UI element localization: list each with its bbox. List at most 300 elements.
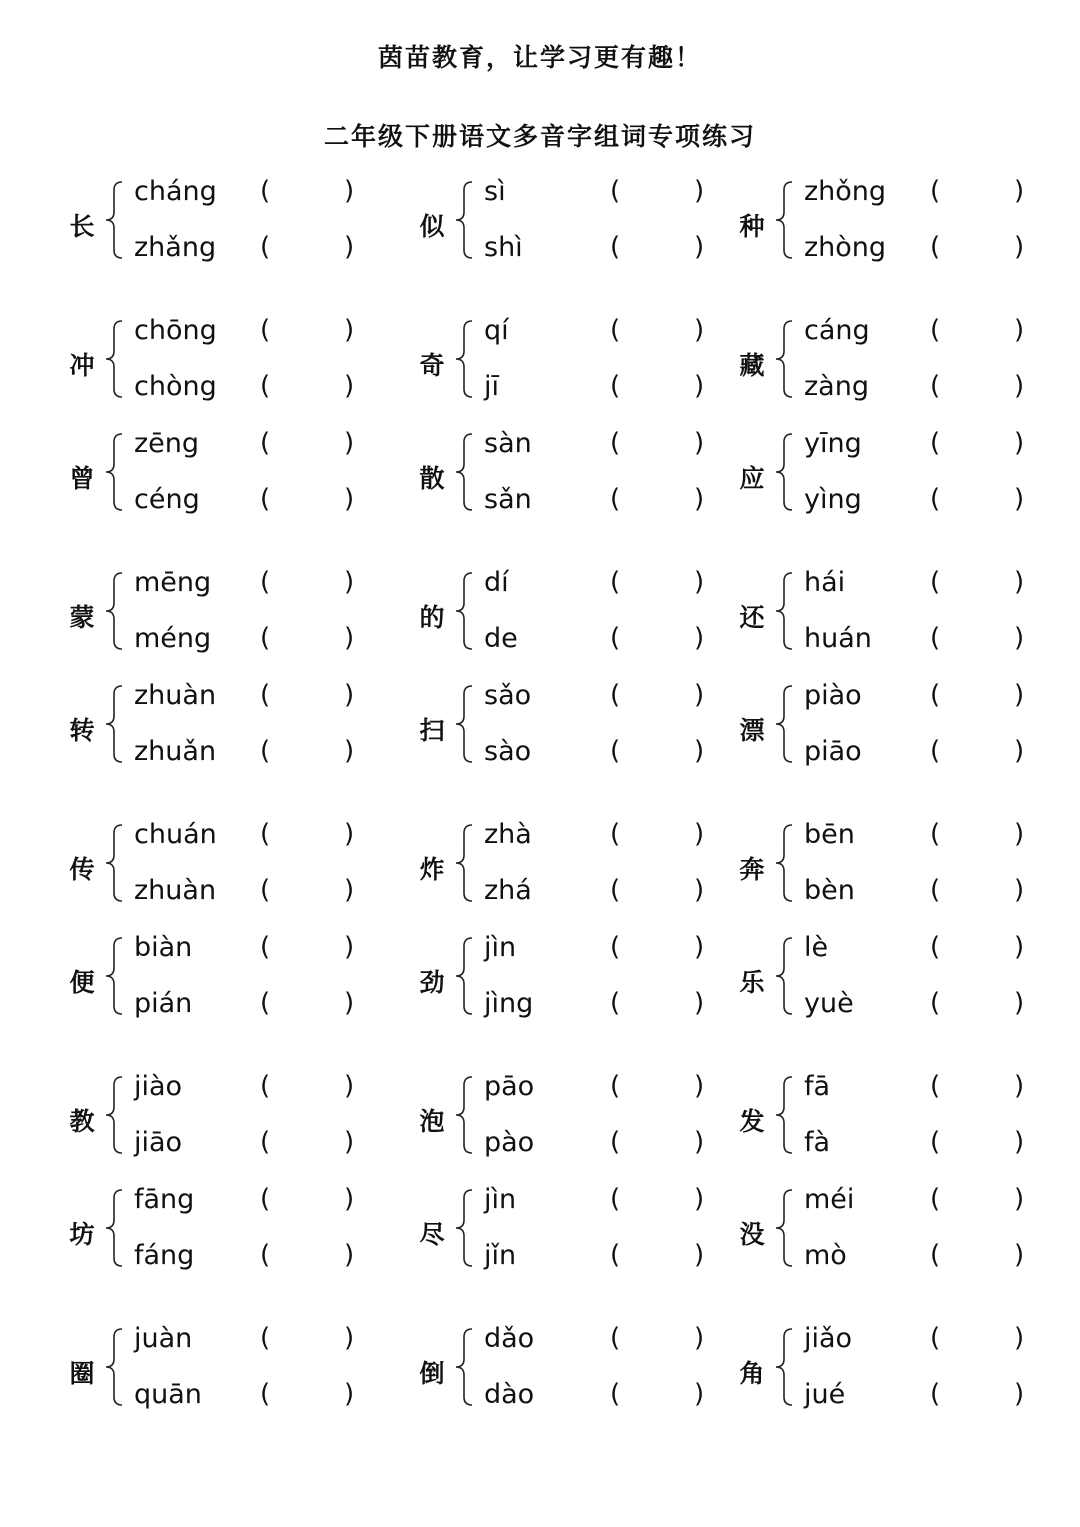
answer-blank[interactable]	[629, 1240, 689, 1272]
polyphone-entry	[414, 311, 754, 423]
answer-blank[interactable]	[949, 484, 1009, 516]
open-paren: (	[930, 680, 941, 710]
open-paren: (	[930, 1184, 941, 1214]
reading-line	[804, 480, 1074, 520]
pinyin-label: sǎo	[484, 680, 532, 711]
close-paren: )	[694, 1240, 705, 1270]
answer-blank[interactable]	[949, 232, 1009, 264]
close-paren: )	[1014, 819, 1025, 849]
curly-brace-icon	[102, 1188, 126, 1268]
answer-blank[interactable]	[949, 371, 1009, 403]
pinyin-label: pián	[134, 988, 193, 1019]
answer-blank[interactable]	[279, 736, 339, 768]
pinyin-label: biàn	[134, 932, 193, 963]
answer-blank[interactable]	[629, 315, 689, 347]
close-paren: )	[694, 623, 705, 653]
answer-blank[interactable]	[629, 932, 689, 964]
pinyin-label: méng	[134, 623, 212, 654]
answer-blank[interactable]	[279, 680, 339, 712]
answer-blank[interactable]	[629, 1379, 689, 1411]
reading-line	[134, 563, 404, 603]
polyphone-entry	[734, 1180, 1074, 1292]
open-paren: (	[930, 567, 941, 597]
open-paren: (	[930, 988, 941, 1018]
polyphone-entry	[64, 172, 404, 284]
open-paren: (	[610, 315, 621, 345]
open-paren: (	[260, 428, 271, 458]
pinyin-label: hái	[804, 567, 846, 598]
answer-blank[interactable]	[629, 1071, 689, 1103]
pinyin-label: dǎo	[484, 1323, 535, 1354]
polyphone-entry	[64, 1180, 404, 1292]
polyphone-entry	[414, 1180, 754, 1292]
answer-blank[interactable]	[629, 567, 689, 599]
close-paren: )	[1014, 1379, 1025, 1409]
close-paren: )	[344, 428, 355, 458]
close-paren: )	[344, 988, 355, 1018]
pinyin-label: zhá	[484, 875, 532, 906]
close-paren: )	[344, 623, 355, 653]
open-paren: (	[260, 680, 271, 710]
reading-line	[484, 1236, 754, 1276]
pinyin-label: juàn	[134, 1323, 193, 1354]
pinyin-label: céng	[134, 484, 200, 515]
polyphone-character: 劲	[419, 968, 445, 997]
answer-blank[interactable]	[629, 623, 689, 655]
pinyin-label: pào	[484, 1127, 535, 1158]
open-paren: (	[260, 1379, 271, 1409]
reading-line	[484, 480, 754, 520]
polyphone-entry	[64, 676, 404, 788]
open-paren: (	[610, 1323, 621, 1353]
reading-line	[134, 619, 404, 659]
open-paren: (	[930, 932, 941, 962]
curly-brace-icon	[452, 1188, 476, 1268]
pinyin-label: sǎn	[484, 484, 532, 515]
pinyin-label: quān	[134, 1379, 202, 1410]
pinyin-label: fā	[804, 1071, 831, 1102]
polyphone-character: 奔	[739, 855, 765, 884]
reading-line	[134, 424, 404, 464]
close-paren: )	[694, 1127, 705, 1157]
pinyin-label: zàng	[804, 371, 869, 402]
open-paren: (	[610, 1071, 621, 1101]
pinyin-label: shì	[484, 232, 523, 263]
answer-blank[interactable]	[279, 232, 339, 264]
reading-line	[484, 984, 754, 1024]
answer-blank[interactable]	[949, 1240, 1009, 1272]
answer-blank[interactable]	[949, 1379, 1009, 1411]
reading-line	[484, 228, 754, 268]
answer-blank[interactable]	[279, 932, 339, 964]
curly-brace-icon	[772, 432, 796, 512]
open-paren: (	[610, 428, 621, 458]
polyphone-entry	[734, 311, 1074, 423]
curly-brace-icon	[452, 1075, 476, 1155]
reading-line	[804, 1319, 1074, 1359]
pinyin-label: zhuàn	[134, 680, 217, 711]
close-paren: )	[694, 371, 705, 401]
close-paren: )	[694, 1071, 705, 1101]
close-paren: )	[1014, 680, 1025, 710]
pinyin-label: méi	[804, 1184, 855, 1215]
reading-line	[484, 732, 754, 772]
curly-brace-icon	[772, 1075, 796, 1155]
curly-brace-icon	[772, 571, 796, 651]
answer-blank[interactable]	[949, 1071, 1009, 1103]
pinyin-label: yīng	[804, 428, 862, 459]
close-paren: )	[344, 232, 355, 262]
open-paren: (	[610, 176, 621, 206]
reading-line	[804, 984, 1074, 1024]
polyphone-character: 乐	[739, 968, 765, 997]
pinyin-label: chōng	[134, 315, 217, 346]
close-paren: )	[694, 819, 705, 849]
reading-line	[484, 619, 754, 659]
open-paren: (	[260, 1071, 271, 1101]
polyphone-entry	[414, 676, 754, 788]
reading-line	[484, 172, 754, 212]
open-paren: (	[610, 736, 621, 766]
pinyin-label: pāo	[484, 1071, 535, 1102]
pinyin-label: dí	[484, 567, 509, 598]
pinyin-label: sì	[484, 176, 506, 207]
close-paren: )	[694, 232, 705, 262]
open-paren: (	[260, 875, 271, 905]
pinyin-label: zhǒng	[804, 176, 887, 207]
close-paren: )	[1014, 988, 1025, 1018]
open-paren: (	[260, 988, 271, 1018]
pinyin-label: jiāo	[134, 1127, 183, 1158]
pinyin-label: jī	[484, 371, 500, 402]
close-paren: )	[694, 1323, 705, 1353]
polyphone-entry	[734, 563, 1074, 675]
answer-blank[interactable]	[629, 875, 689, 907]
answer-blank[interactable]	[629, 428, 689, 460]
reading-line	[804, 424, 1074, 464]
answer-blank[interactable]	[279, 1240, 339, 1272]
reading-line	[484, 424, 754, 464]
reading-line	[804, 619, 1074, 659]
answer-blank[interactable]	[949, 988, 1009, 1020]
open-paren: (	[610, 1184, 621, 1214]
answer-blank[interactable]	[279, 567, 339, 599]
open-paren: (	[930, 1071, 941, 1101]
answer-blank[interactable]	[949, 736, 1009, 768]
open-paren: (	[610, 1240, 621, 1270]
curly-brace-icon	[772, 180, 796, 260]
pinyin-label: jǐn	[484, 1240, 517, 1271]
answer-blank[interactable]	[629, 1323, 689, 1355]
reading-line	[804, 1180, 1074, 1220]
polyphone-character: 转	[69, 716, 95, 745]
polyphone-entry	[734, 1067, 1074, 1179]
answer-blank[interactable]	[949, 1184, 1009, 1216]
close-paren: )	[694, 1184, 705, 1214]
open-paren: (	[260, 819, 271, 849]
close-paren: )	[1014, 567, 1025, 597]
open-paren: (	[260, 484, 271, 514]
reading-line	[804, 871, 1074, 911]
polyphone-character: 奇	[419, 351, 445, 380]
polyphone-character: 的	[419, 603, 445, 632]
answer-blank[interactable]	[279, 484, 339, 516]
answer-blank[interactable]	[949, 176, 1009, 208]
answer-blank[interactable]	[279, 428, 339, 460]
pinyin-label: bēn	[804, 819, 855, 850]
polyphone-character: 漂	[739, 716, 765, 745]
reading-line	[804, 1375, 1074, 1415]
open-paren: (	[260, 1184, 271, 1214]
close-paren: )	[1014, 315, 1025, 345]
close-paren: )	[344, 736, 355, 766]
answer-blank[interactable]	[629, 1127, 689, 1159]
close-paren: )	[344, 680, 355, 710]
answer-blank[interactable]	[949, 428, 1009, 460]
polyphone-entry	[734, 172, 1074, 284]
answer-blank[interactable]	[629, 1184, 689, 1216]
pinyin-label: bèn	[804, 875, 855, 906]
close-paren: )	[344, 932, 355, 962]
open-paren: (	[930, 623, 941, 653]
pinyin-label: chòng	[134, 371, 217, 402]
polyphone-entry	[64, 563, 404, 675]
polyphone-character: 没	[739, 1220, 765, 1249]
close-paren: )	[344, 484, 355, 514]
open-paren: (	[930, 875, 941, 905]
polyphone-character: 曾	[69, 464, 95, 493]
answer-blank[interactable]	[279, 875, 339, 907]
close-paren: )	[344, 1127, 355, 1157]
pinyin-label: piào	[804, 680, 862, 711]
close-paren: )	[1014, 1127, 1025, 1157]
pinyin-label: de	[484, 623, 518, 654]
close-paren: )	[1014, 176, 1025, 206]
answer-blank[interactable]	[949, 875, 1009, 907]
polyphone-entry	[64, 928, 404, 1040]
polyphone-entry	[64, 1319, 404, 1431]
answer-blank[interactable]	[629, 232, 689, 264]
answer-blank[interactable]	[949, 819, 1009, 851]
polyphone-entry	[734, 815, 1074, 927]
open-paren: (	[260, 623, 271, 653]
curly-brace-icon	[102, 1075, 126, 1155]
pinyin-label: zhuǎn	[134, 736, 217, 767]
close-paren: )	[1014, 1240, 1025, 1270]
polyphone-character: 圈	[69, 1359, 95, 1388]
open-paren: (	[610, 1379, 621, 1409]
pinyin-label: mēng	[134, 567, 212, 598]
pinyin-label: zēng	[134, 428, 200, 459]
open-paren: (	[610, 680, 621, 710]
pinyin-label: jiào	[134, 1071, 183, 1102]
answer-blank[interactable]	[279, 623, 339, 655]
answer-blank[interactable]	[629, 736, 689, 768]
curly-brace-icon	[452, 1327, 476, 1407]
open-paren: (	[610, 232, 621, 262]
reading-line	[134, 676, 404, 716]
reading-line	[484, 563, 754, 603]
polyphone-entry	[414, 563, 754, 675]
curly-brace-icon	[102, 319, 126, 399]
answer-blank[interactable]	[949, 567, 1009, 599]
polyphone-character: 应	[739, 464, 765, 493]
curly-brace-icon	[452, 936, 476, 1016]
answer-blank[interactable]	[279, 1184, 339, 1216]
answer-blank[interactable]	[279, 371, 339, 403]
close-paren: )	[344, 1071, 355, 1101]
close-paren: )	[344, 315, 355, 345]
pinyin-label: chuán	[134, 819, 217, 850]
polyphone-character: 种	[739, 212, 765, 241]
pinyin-label: huán	[804, 623, 872, 654]
reading-line	[804, 367, 1074, 407]
curly-brace-icon	[772, 319, 796, 399]
pinyin-label: fáng	[134, 1240, 195, 1271]
pinyin-label: piāo	[804, 736, 862, 767]
polyphone-entry	[414, 928, 754, 1040]
reading-line	[134, 367, 404, 407]
reading-line	[484, 311, 754, 351]
pinyin-label: lè	[804, 932, 829, 963]
polyphone-entry	[414, 424, 754, 536]
polyphone-entry	[64, 1067, 404, 1179]
curly-brace-icon	[102, 180, 126, 260]
reading-line	[134, 228, 404, 268]
pinyin-label: jìn	[484, 1184, 517, 1215]
answer-blank[interactable]	[279, 1379, 339, 1411]
open-paren: (	[260, 567, 271, 597]
pinyin-label: zhà	[484, 819, 532, 850]
reading-line	[484, 1319, 754, 1359]
curly-brace-icon	[772, 936, 796, 1016]
pinyin-label: cáng	[804, 315, 870, 346]
answer-blank[interactable]	[949, 315, 1009, 347]
polyphone-entry	[64, 311, 404, 423]
close-paren: )	[1014, 484, 1025, 514]
curly-brace-icon	[452, 180, 476, 260]
answer-blank[interactable]	[279, 819, 339, 851]
pinyin-label: zhuàn	[134, 875, 217, 906]
answer-blank[interactable]	[279, 176, 339, 208]
reading-line	[484, 871, 754, 911]
reading-line	[134, 1067, 404, 1107]
open-paren: (	[930, 371, 941, 401]
answer-blank[interactable]	[279, 988, 339, 1020]
reading-line	[804, 1236, 1074, 1276]
open-paren: (	[930, 484, 941, 514]
close-paren: )	[344, 567, 355, 597]
curly-brace-icon	[452, 319, 476, 399]
open-paren: (	[610, 484, 621, 514]
close-paren: )	[694, 484, 705, 514]
open-paren: (	[610, 875, 621, 905]
answer-blank[interactable]	[629, 680, 689, 712]
answer-blank[interactable]	[629, 988, 689, 1020]
polyphone-character: 蒙	[69, 603, 95, 632]
close-paren: )	[344, 875, 355, 905]
open-paren: (	[930, 1240, 941, 1270]
answer-blank[interactable]	[279, 1323, 339, 1355]
pinyin-label: jìn	[484, 932, 517, 963]
pinyin-label: zhòng	[804, 232, 887, 263]
pinyin-label: fāng	[134, 1184, 195, 1215]
close-paren: )	[1014, 1184, 1025, 1214]
close-paren: )	[694, 932, 705, 962]
close-paren: )	[1014, 736, 1025, 766]
polyphone-character: 长	[69, 212, 95, 241]
answer-blank[interactable]	[949, 623, 1009, 655]
reading-line	[134, 1319, 404, 1359]
reading-line	[134, 1375, 404, 1415]
close-paren: )	[344, 176, 355, 206]
curly-brace-icon	[452, 571, 476, 651]
close-paren: )	[694, 680, 705, 710]
close-paren: )	[694, 315, 705, 345]
open-paren: (	[260, 1127, 271, 1157]
pinyin-label: dào	[484, 1379, 535, 1410]
close-paren: )	[694, 1379, 705, 1409]
close-paren: )	[694, 875, 705, 905]
polyphone-character: 藏	[739, 351, 765, 380]
answer-blank[interactable]	[279, 1127, 339, 1159]
polyphone-character: 发	[739, 1107, 765, 1136]
answer-blank[interactable]	[279, 315, 339, 347]
curly-brace-icon	[772, 1188, 796, 1268]
answer-blank[interactable]	[629, 819, 689, 851]
reading-line	[804, 1067, 1074, 1107]
close-paren: )	[1014, 875, 1025, 905]
open-paren: (	[610, 819, 621, 849]
reading-line	[804, 676, 1074, 716]
polyphone-character: 倒	[419, 1359, 445, 1388]
answer-blank[interactable]	[949, 932, 1009, 964]
polyphone-character: 扫	[419, 716, 445, 745]
answer-blank[interactable]	[629, 371, 689, 403]
polyphone-character: 散	[419, 464, 445, 493]
reading-line	[484, 676, 754, 716]
answer-blank[interactable]	[279, 1071, 339, 1103]
reading-line	[134, 928, 404, 968]
pinyin-label: cháng	[134, 176, 217, 207]
reading-line	[484, 815, 754, 855]
reading-line	[134, 311, 404, 351]
answer-blank[interactable]	[949, 1127, 1009, 1159]
close-paren: )	[344, 1240, 355, 1270]
curly-brace-icon	[102, 936, 126, 1016]
answer-blank[interactable]	[629, 484, 689, 516]
open-paren: (	[930, 1127, 941, 1157]
curly-brace-icon	[102, 684, 126, 764]
open-paren: (	[930, 1379, 941, 1409]
answer-blank[interactable]	[629, 176, 689, 208]
open-paren: (	[610, 371, 621, 401]
close-paren: )	[344, 1323, 355, 1353]
polyphone-character: 尽	[419, 1220, 445, 1249]
open-paren: (	[260, 232, 271, 262]
close-paren: )	[1014, 1071, 1025, 1101]
answer-blank[interactable]	[949, 1323, 1009, 1355]
answer-blank[interactable]	[949, 680, 1009, 712]
open-paren: (	[610, 1127, 621, 1157]
polyphone-entry	[734, 928, 1074, 1040]
reading-line	[484, 1067, 754, 1107]
pinyin-label: fà	[804, 1127, 831, 1158]
reading-line	[134, 172, 404, 212]
open-paren: (	[610, 988, 621, 1018]
pinyin-label: sào	[484, 736, 532, 767]
open-paren: (	[610, 567, 621, 597]
